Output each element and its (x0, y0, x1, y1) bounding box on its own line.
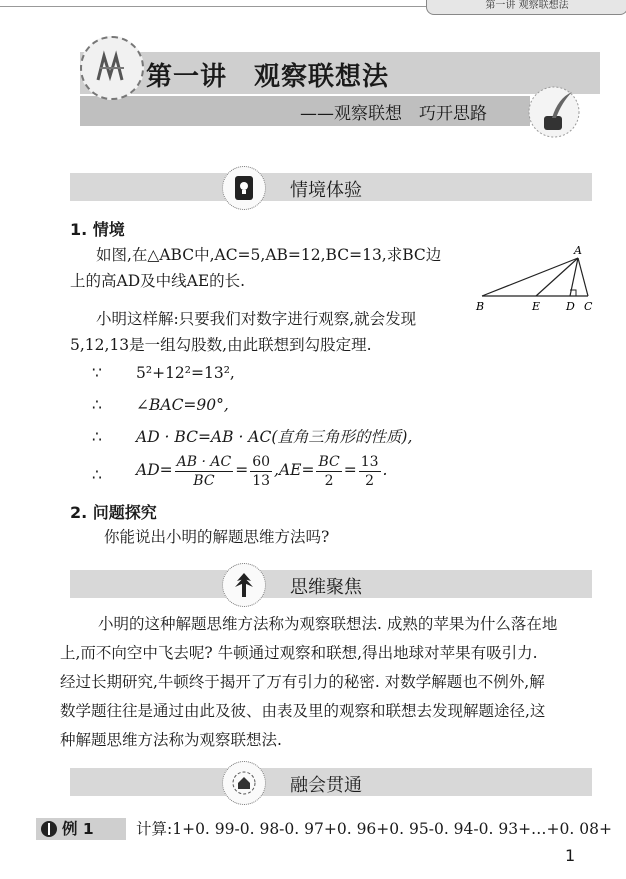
solution-intro-2: 5,12,13是一组勾股数,由此联想到勾股定理. (70, 336, 372, 354)
point-label-e: E (532, 300, 541, 313)
step-pythagoras: 5²+12²=13², (136, 364, 235, 382)
page-number: 1 (565, 846, 576, 865)
focus-line-3: 经过长期研究,牛顿终于揭开了万有引力的秘密. 对数学解题也不例外,解 (60, 673, 545, 691)
focus-line-5: 种解题思维方法称为观察联想法. (60, 731, 282, 749)
solution-intro-1: 小明这样解:只要我们对数字进行观察,就会发现 (96, 310, 417, 328)
heading-inquiry: 2. 问题探究 (70, 503, 157, 522)
header-rule (0, 6, 426, 7)
lesson-subtitle: ——观察联想 巧开思路 (300, 104, 487, 124)
focus-line-4: 数学题往往是通过由此及彼、由表及里的观察和联想去发现解题途径,这 (60, 702, 546, 720)
fraction-bc-over-2: $\frac{BC}{2}$ (318, 453, 340, 489)
section-title-focus: 思维聚焦 (290, 577, 362, 598)
example-label: 例 1 (62, 820, 94, 838)
problem-line-2: 上的高AD及中线AE的长. (70, 272, 246, 290)
step-results: AD= $\frac{AB \cdot AC}{BC}$ = $\frac{60}{13}$ ,AE= $\frac{BC}{2}$ = $\frac{13}{2}$ . (136, 453, 388, 489)
vertex-label-a: A (574, 244, 582, 257)
focus-line-2: 上,而不向空中飞去呢? 牛顿通过观察和联想,得出地球对苹果有吸引力. (60, 644, 538, 662)
because-symbol: ∵ (92, 364, 102, 382)
heading-situation: 1. 情境 (70, 220, 125, 239)
running-header: 第一讲 观察联想法 (426, 0, 626, 15)
tree-icon (222, 563, 266, 607)
inquiry-question: 你能说出小明的解题思维方法吗? (104, 528, 330, 546)
lightbulb-card-icon (222, 166, 266, 210)
vertex-label-b: B (476, 300, 485, 313)
fraction-60-over-13: $\frac{60}{13}$ (252, 453, 271, 489)
ad-label: AD= (136, 461, 173, 479)
lesson-title: 第一讲 观察联想法 (146, 62, 390, 92)
ae-label: ,AE= (274, 461, 315, 479)
focus-line-1: 小明的这种解题思维方法称为观察联想法. 成熟的苹果为什么落在地 (98, 615, 558, 633)
point-label-d: D (566, 300, 575, 313)
fraction-ab-ac-over-bc: $\frac{AB \cdot AC}{BC}$ (176, 453, 232, 489)
example-expression: 计算:1+0. 99-0. 98-0. 97+0. 96+0. 95-0. 94-0. 93+…+0. 08+ (136, 820, 612, 838)
step-right-angle: ∠BAC=90°, (136, 396, 229, 414)
example-marker-icon (40, 820, 58, 838)
step-area-relation: AD · BC=AB · AC(直角三角形的性质), (136, 428, 413, 446)
section-title-integration: 融会贯通 (290, 775, 362, 796)
lesson-medal-icon (80, 36, 144, 100)
therefore-symbol-2: ∴ (92, 428, 102, 446)
fraction-13-over-2: $\frac{13}{2}$ (360, 453, 379, 489)
vertex-label-c: C (584, 300, 593, 313)
quill-inkpot-icon (528, 86, 580, 138)
therefore-symbol-1: ∴ (92, 396, 102, 414)
therefore-symbol-3: ∴ (92, 466, 102, 484)
problem-line-1: 如图,在△ABC中,AC=5,AB=12,BC=13,求BC边 (96, 246, 442, 264)
triangle-figure (470, 244, 600, 316)
house-gear-icon (222, 761, 266, 805)
section-title-context: 情境体验 (290, 180, 362, 201)
